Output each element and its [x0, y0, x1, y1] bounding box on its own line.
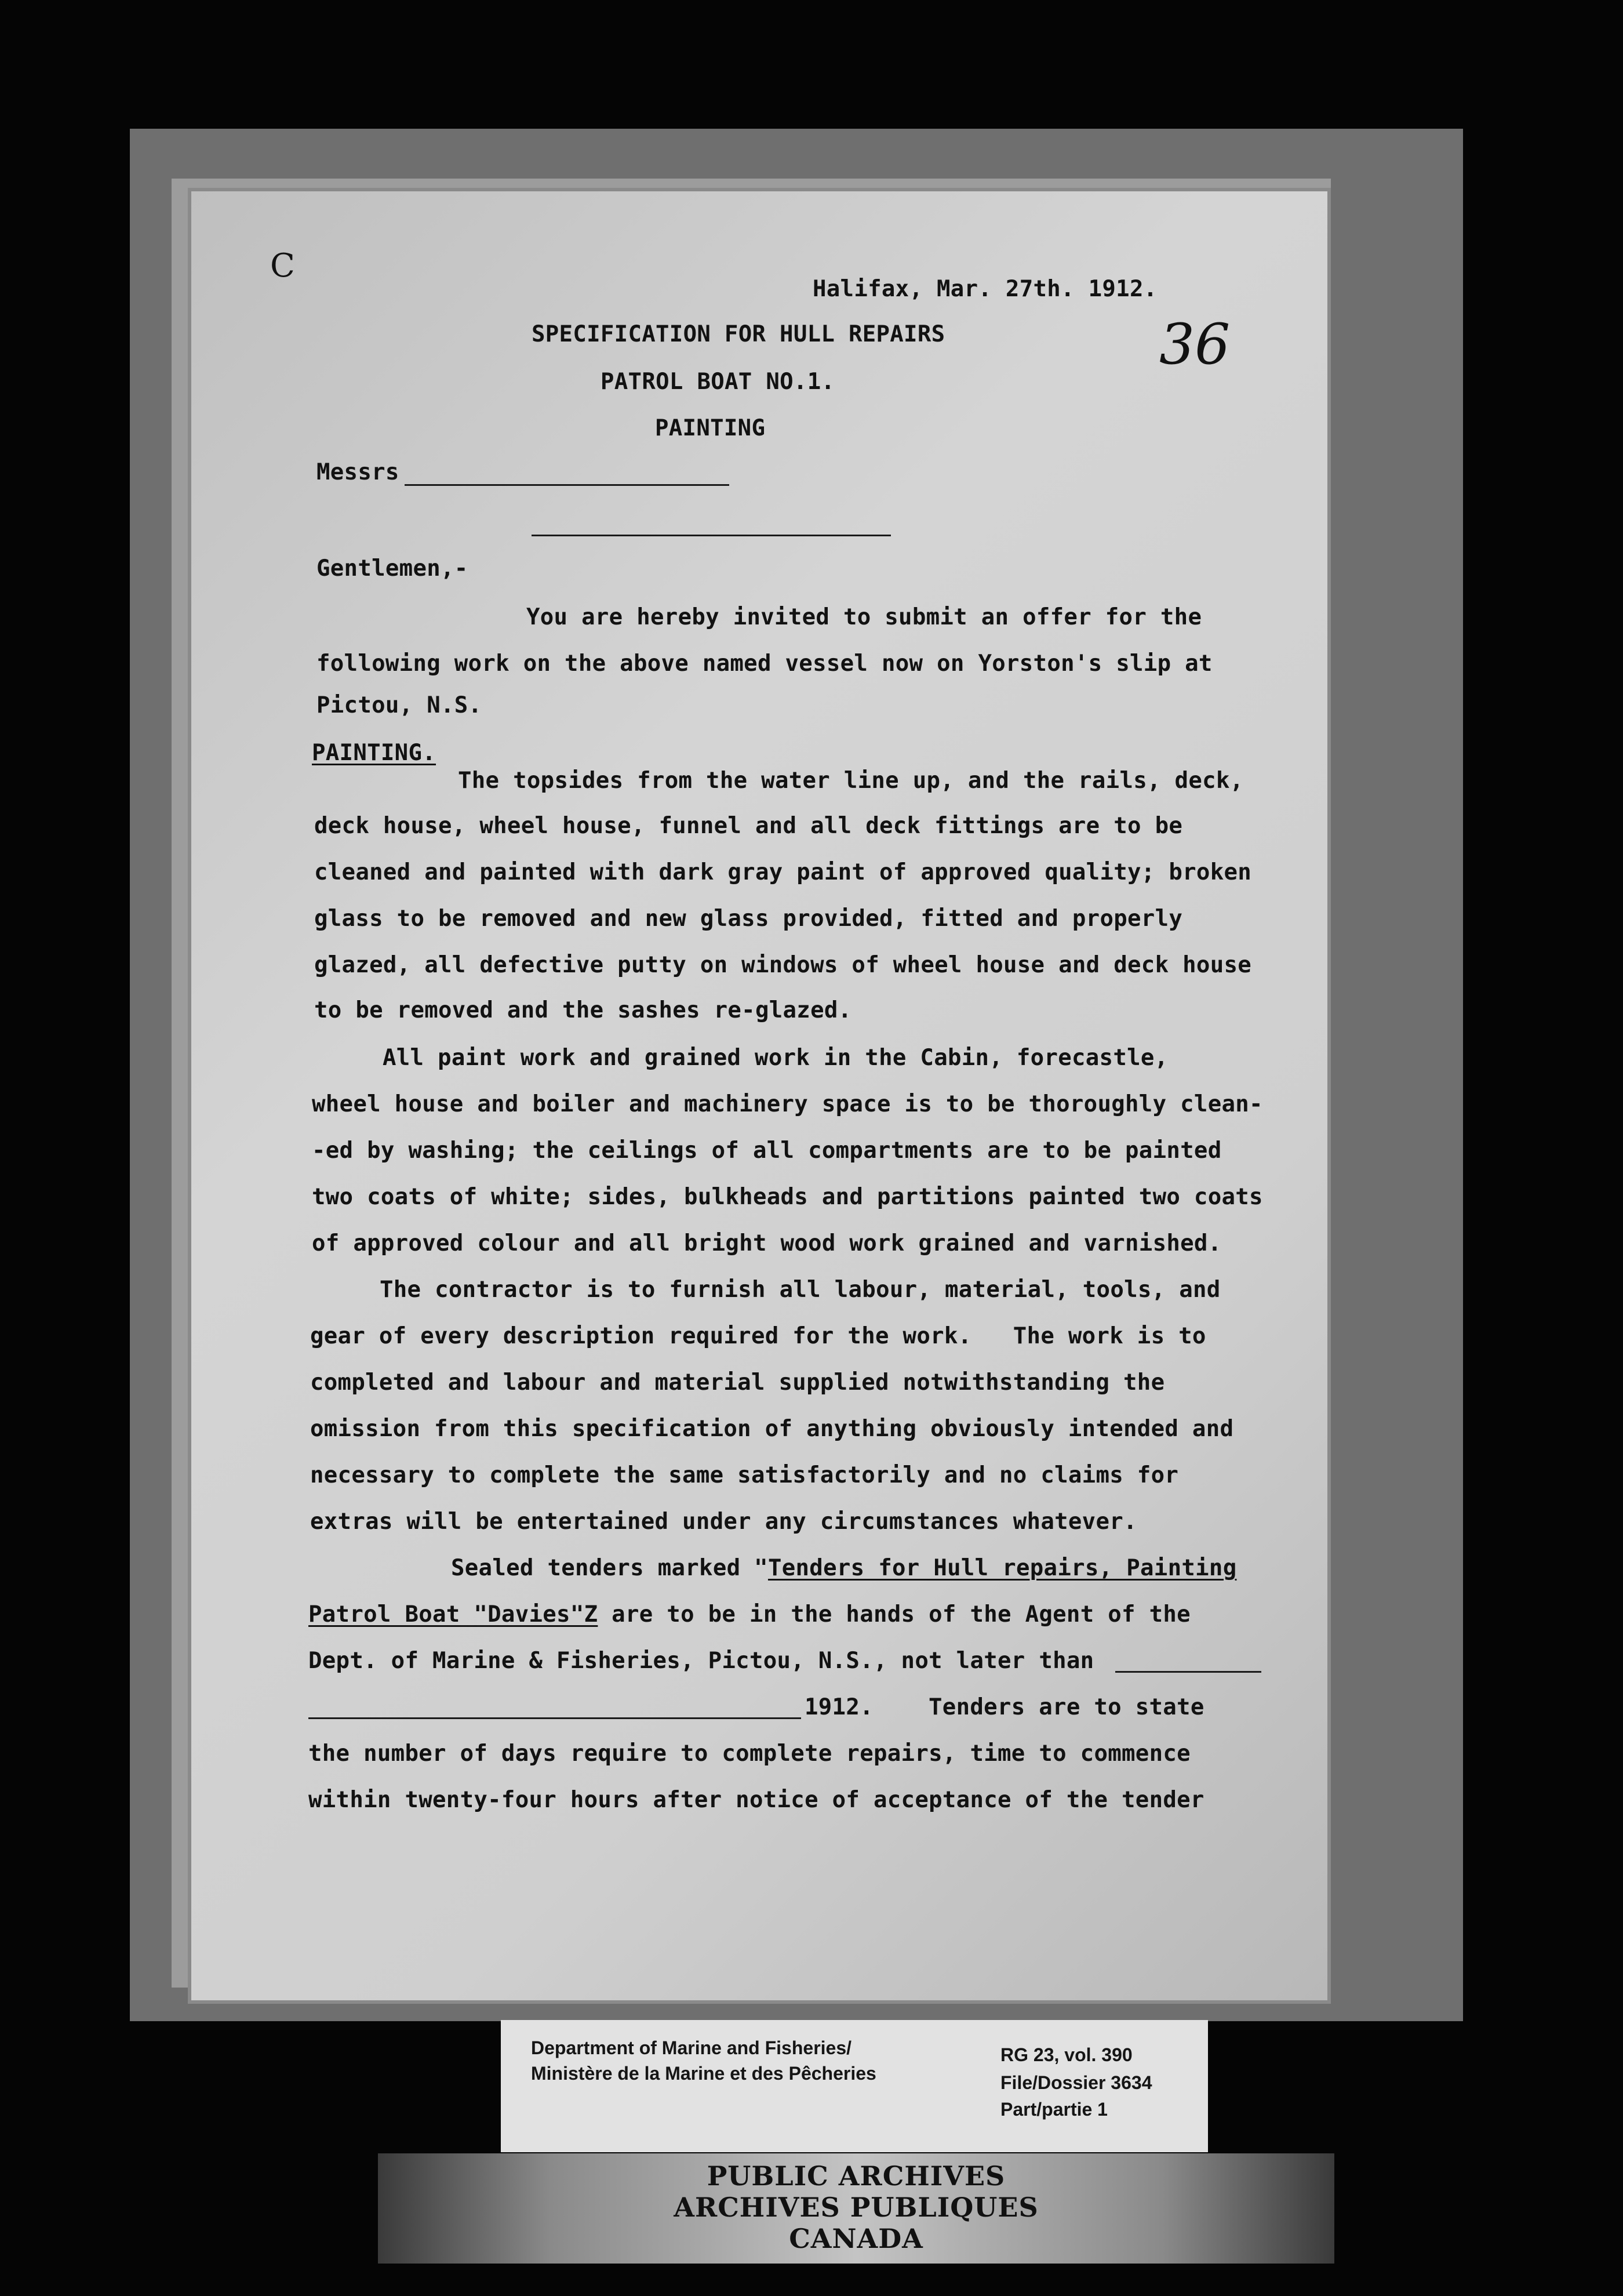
- stamp-line-canada: CANADA: [789, 2223, 923, 2254]
- body-line: All paint work and grained work in the Cabin, forecastle,: [383, 1045, 1169, 1071]
- body-line: omission from this specification of anything obviously intended and: [310, 1416, 1234, 1442]
- body-line: 1912. Tenders are to state: [805, 1694, 1204, 1720]
- body-line: within twenty-four hours after notice of acceptance of the tender: [308, 1787, 1204, 1813]
- body-line: Dept. of Marine & Fisheries, Pictou, N.S., not later than: [308, 1648, 1094, 1674]
- body-line: glass to be removed and new glass provided, fitted and properly: [314, 906, 1183, 932]
- body-line: to be removed and the sashes re-glazed.: [314, 997, 852, 1023]
- public-archives-stamp: [378, 2153, 1334, 2264]
- department-english: Department of Marine and Fisheries/: [531, 2037, 852, 2058]
- body-line: deck house, wheel house, funnel and all deck fittings are to be: [314, 813, 1183, 839]
- body-line: cleaned and painted with dark gray paint of approved quality; broken: [314, 859, 1252, 885]
- body-line: wheel house and boiler and machinery space is to be thoroughly clean-: [312, 1091, 1263, 1117]
- tender-intro-text: Sealed tenders marked ": [451, 1555, 768, 1581]
- body-line: glazed, all defective putty on windows of wheel house and deck house: [314, 952, 1252, 978]
- tender-marking-text: Tenders for Hull repairs, Painting: [767, 1555, 1237, 1581]
- messrs-blank-line: [405, 484, 729, 486]
- heading-patrol-boat: PATROL BOAT NO.1.: [601, 369, 835, 395]
- body-line: the number of days require to complete repairs, time to commence: [308, 1741, 1191, 1767]
- body-line: following work on the above named vessel now on Yorston's slip at: [316, 651, 1213, 677]
- document-page: [191, 191, 1327, 2000]
- department-french: Ministère de la Marine et des Pêcheries: [531, 2063, 876, 2084]
- tender-deadline-text: are to be in the hands of the Agent of the: [598, 1601, 1191, 1627]
- body-line: You are hereby invited to submit an offer for the: [526, 604, 1202, 630]
- folio-number: 36: [1159, 312, 1231, 377]
- body-line: two coats of white; sides, bulkheads and partitions painted two coats: [312, 1184, 1263, 1210]
- deadline-blank-line: [1115, 1671, 1261, 1673]
- part-number: Part/partie 1: [1000, 2099, 1108, 2120]
- body-line: completed and labour and material supplied notwithstanding the: [310, 1369, 1165, 1396]
- body-line: gear of every description required for the work. The work is to: [310, 1323, 1206, 1349]
- body-line: The topsides from the water line up, and the rails, deck,: [458, 768, 1244, 794]
- body-line: necessary to complete the same satisfactorily and no claims for: [310, 1462, 1179, 1488]
- date-line: Halifax, Mar. 27th. 1912.: [813, 276, 1158, 302]
- deadline-date-blank-line: [308, 1717, 801, 1719]
- salutation: Gentlemen,-: [316, 555, 468, 582]
- messrs-label: Messrs: [316, 459, 399, 485]
- stamp-line-archives-publiques: ARCHIVES PUBLIQUES: [674, 2192, 1039, 2223]
- section-heading-painting: PAINTING.: [312, 740, 436, 766]
- heading-painting: PAINTING: [655, 415, 766, 441]
- body-line: The contractor is to furnish all labour, material, tools, and: [380, 1277, 1221, 1303]
- corner-mark: C: [270, 247, 295, 285]
- body-line: extras will be entertained under any circumstances whatever.: [310, 1509, 1137, 1535]
- body-line: Pictou, N.S.: [316, 692, 482, 718]
- body-line: [451, 1555, 1236, 1581]
- tender-vessel-name: Patrol Boat "Davies"Z: [308, 1601, 598, 1627]
- body-line: [308, 1601, 1191, 1627]
- address-blank-line: [532, 535, 891, 536]
- archive-reference-card: [501, 2020, 1208, 2152]
- file-number: File/Dossier 3634: [1000, 2072, 1152, 2093]
- record-group: RG 23, vol. 390: [1000, 2044, 1133, 2065]
- stamp-line-public-archives: PUBLIC ARCHIVES: [707, 2160, 1006, 2192]
- body-line: -ed by washing; the ceilings of all compartments are to be painted: [312, 1138, 1222, 1164]
- body-line: of approved colour and all bright wood work grained and varnished.: [312, 1230, 1222, 1256]
- heading-specification: SPECIFICATION FOR HULL REPAIRS: [532, 321, 945, 347]
